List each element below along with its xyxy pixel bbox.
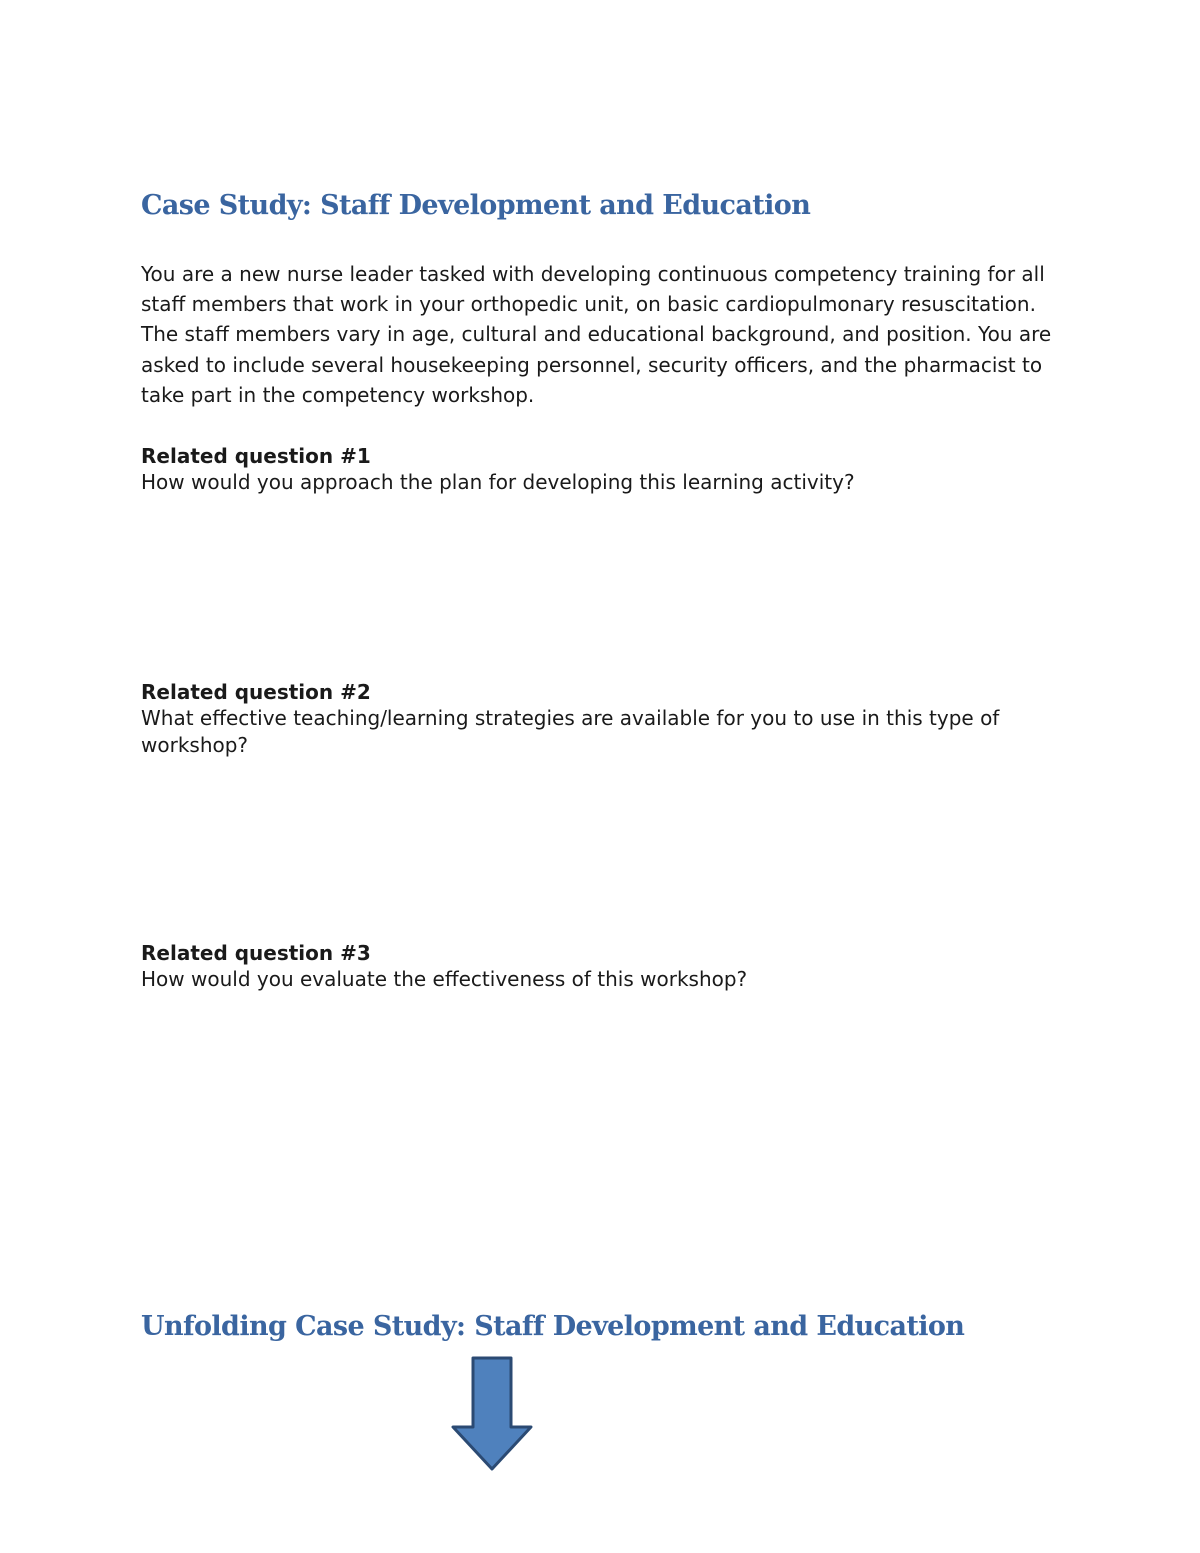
- question-text: How would you approach the plan for developing this learning activity?: [141, 470, 855, 494]
- down-arrow-icon: [449, 1355, 535, 1473]
- question-text: How would you evaluate the effectiveness of this workshop?: [141, 967, 748, 991]
- case-intro-paragraph: You are a new nurse leader tasked with developing continuous competency training for all staff members that work in your orthopedic unit, on basic cardiopulmonary resuscitation. The staff members vary in age, cultural and educational background, and position. You are asked to include several housekeeping personnel, security officers, and the pharmacist to take part in the competency workshop.: [141, 262, 1052, 407]
- related-question-2: [141, 679, 1071, 758]
- page-title: Case Study: Staff Development and Education: [141, 190, 811, 221]
- unfolding-case-title: Unfolding Case Study: Staff Development and Education: [141, 1311, 965, 1342]
- question-text: What effective teaching/learning strategies are available for you to use in this type of workshop?: [141, 706, 1000, 757]
- question-label: Related question #3: [141, 941, 371, 965]
- related-question-1: [141, 443, 1071, 496]
- related-question-3: [141, 940, 1071, 993]
- question-label: Related question #1: [141, 444, 371, 468]
- question-label: Related question #2: [141, 680, 371, 704]
